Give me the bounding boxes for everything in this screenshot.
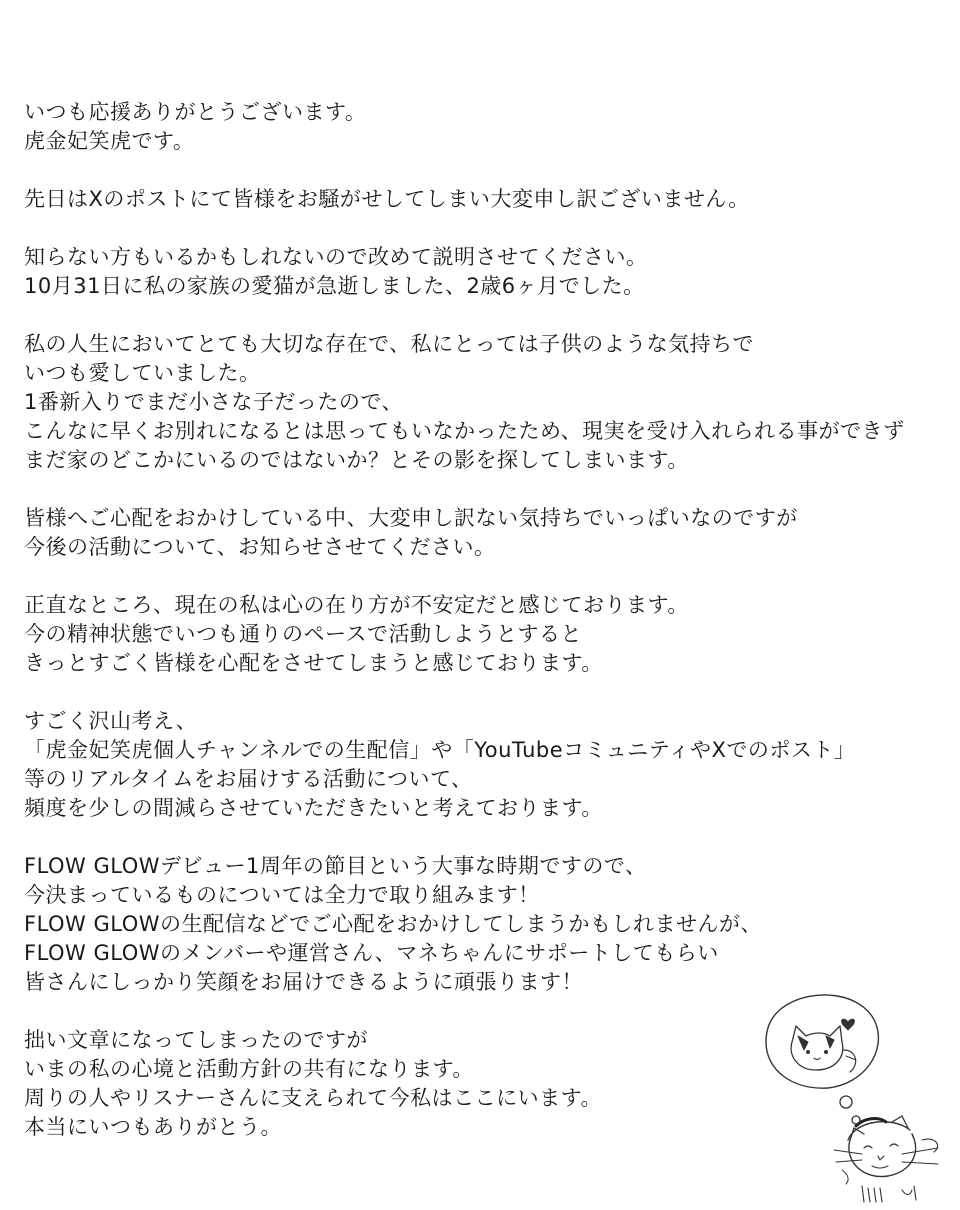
letter-paragraph xyxy=(24,591,944,678)
letter-line: 本当にいつもありがとう。 xyxy=(24,1115,282,1139)
letter-line: FLOW GLOWの生配信などでご心配をおかけしてしまうかもしれませんが、 xyxy=(24,912,763,936)
letter-line: いつも応援ありがとうございます。 xyxy=(24,100,367,124)
letter-line: 私の人生においてとても大切な存在で、私にとっては子供のような気持ちで xyxy=(24,332,754,356)
letter-line: 知らない方もいるかもしれないので改めて説明させてください。 xyxy=(24,245,648,269)
letter-line: 10月31日に私の家族の愛猫が急逝しました、2歳6ヶ月でした。 xyxy=(24,274,645,298)
letter-paragraph xyxy=(24,707,944,823)
letter-line: こんなに早くお別れになるとは思ってもいなかったため、現実を受け入れられる事ができず xyxy=(24,419,905,443)
letter-line: 皆さんにしっかり笑顔をお届けできるように頑張ります！ xyxy=(24,970,583,994)
letter-line: 「虎金妃笑虎個人チャンネルでの生配信」や「YouTubeコミュニティやXでのポスト」 xyxy=(24,738,856,762)
letter-line: 正直なところ、現在の私は心の在り方が不安定だと感じております。 xyxy=(24,593,689,617)
letter-line: FLOW GLOWデビュー1周年の節目という大事な時期ですので、 xyxy=(24,854,647,878)
letter-paragraph xyxy=(24,330,944,475)
letter-line: 皆様へご心配をおかけしている中、大変申し訳ない気持ちでいっぱいなのですが xyxy=(24,506,798,530)
letter-line: 1番新入りでまだ小さな子だったので、 xyxy=(24,390,403,414)
letter-paragraph xyxy=(24,98,944,156)
letter-paragraph xyxy=(24,243,944,301)
letter-paragraph xyxy=(24,504,944,562)
letter-line: 今後の活動について、お知らせさせてください。 xyxy=(24,535,496,559)
letter-line: まだ家のどこかにいるのではないか？とその影を探してしまいます。 xyxy=(24,448,689,472)
letter-paragraph xyxy=(24,185,944,214)
letter-line: すごく沢山考え、 xyxy=(24,709,198,733)
letter-line: きっとすごく皆様を心配をさせてしまうと感じております。 xyxy=(24,651,603,675)
letter-line: 拙い文章になってしまったのですが xyxy=(24,1028,368,1052)
letter-line: 今の精神状態でいつも通りのペースで活動しようとすると xyxy=(24,622,582,646)
letter-line: 虎金妃笑虎です。 xyxy=(24,129,195,153)
letter-paragraph xyxy=(24,852,944,997)
letter-line: いつも愛していました。 xyxy=(24,361,261,385)
cat-drawing-icon xyxy=(752,990,952,1205)
letter-line: 今決まっているものについては全力で取り組みます！ xyxy=(24,883,540,907)
letter-line: 等のリアルタイムをお届けする活動について、 xyxy=(24,767,473,791)
letter-line: いまの私の心境と活動方針の共有になります。 xyxy=(24,1057,474,1081)
letter-line: 先日はXのポストにて皆様をお騒がせしてしまい大変申し訳ございません。 xyxy=(24,187,750,211)
letter-line: 周りの人やリスナーさんに支えられて今私はここにいます。 xyxy=(24,1086,602,1110)
letter-line: FLOW GLOWのメンバーや運営さん、マネちゃんにサポートしてもらい xyxy=(24,941,719,965)
letter-line: 頻度を少しの間減らさせていただきたいと考えております。 xyxy=(24,796,603,820)
